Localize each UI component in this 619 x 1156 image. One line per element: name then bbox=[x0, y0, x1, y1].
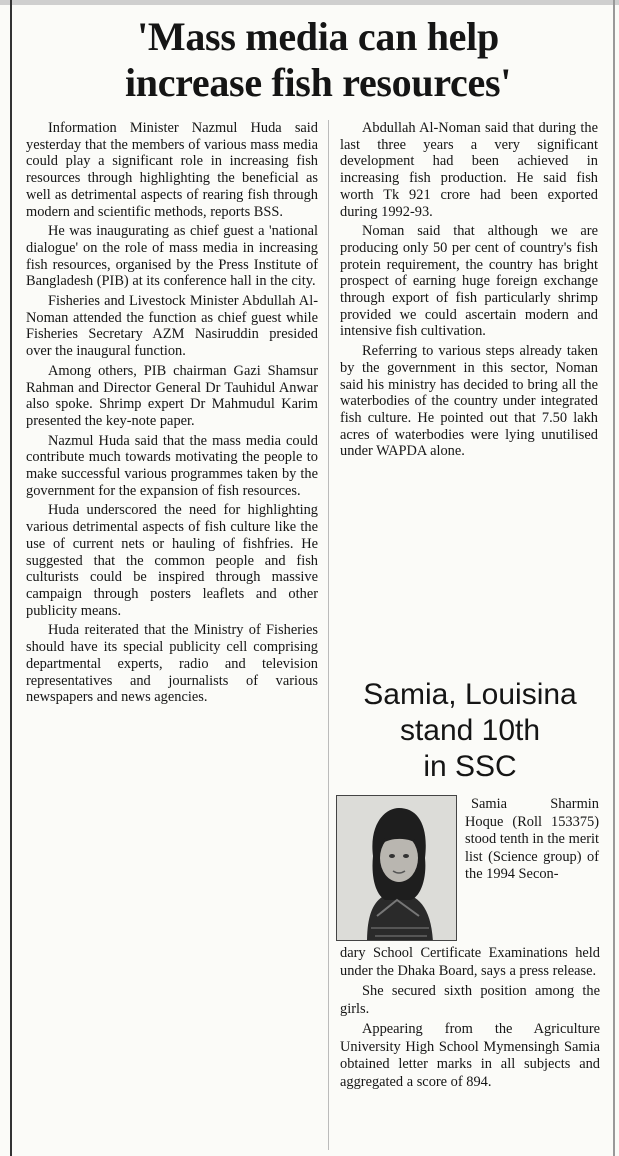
article-paragraph: Huda reiterated that the Ministry of Fisheries should have its special publicity cell comprising departmental experts, radio and television representatives and journalists of various newspapers and news agencies. bbox=[26, 622, 318, 706]
top-edge-rule bbox=[0, 0, 619, 5]
sidebar-paragraph: She secured sixth position among the girls. bbox=[340, 983, 600, 1017]
portrait-illustration bbox=[337, 796, 457, 941]
sidebar-text-below-photo bbox=[340, 945, 600, 1091]
main-headline bbox=[26, 14, 610, 106]
article-paragraph: Fisheries and Livestock Minister Abdullah Al-Noman attended the function as chief guest while Fisheries Secretary AZM Nasiruddin presided over the inaugural function. bbox=[26, 293, 318, 360]
article-left-column bbox=[26, 120, 318, 706]
sidebar-text-beside-photo bbox=[465, 796, 599, 884]
article-paragraph: Huda underscored the need for highlighting various detrimental aspects of fish culture like the use of current nets or hauling of fishfries. He suggested that the common people and fish culturists could be inspired through massive campaign through posters leaflets and other publicity means. bbox=[26, 502, 318, 619]
right-edge-rule bbox=[613, 0, 615, 1156]
sidebar-headline-line-3: in SSC bbox=[423, 750, 517, 783]
headline-line-1: 'Mass media can help bbox=[137, 14, 499, 59]
headline-line-2: increase fish resources' bbox=[124, 60, 512, 105]
sidebar-paragraph: Samia Sharmin Hoque (Roll 153375) stood tenth in the merit list (Science group) of the 1994 Secon- bbox=[465, 796, 599, 882]
column-divider bbox=[328, 120, 329, 1150]
article-paragraph: Nazmul Huda said that the mass media could contribute much towards motivating the people to make successful various programmes taken by the government for the expansion of fish resources. bbox=[26, 432, 318, 499]
sidebar-headline bbox=[328, 677, 612, 785]
sidebar-paragraph-continued: dary School Certificate Examinations held under the Dhaka Board, says a press release. bbox=[340, 945, 600, 979]
article-paragraph: Among others, PIB chairman Gazi Shamsur Rahman and Director General Dr Tauhidul Anwar also spoke. Shrimp expert Dr Mahmudul Karim presented the key-note paper. bbox=[26, 362, 318, 429]
article-paragraph: Referring to various steps already taken by the government in this sector, Noman said his ministry has decided to bring all the waterbodies of the country under integrated fish culture. He pointed out that 7.50 lakh acres of waterbodies were lying unutilised under WAPDA alone. bbox=[340, 343, 598, 460]
portrait-photo bbox=[336, 795, 457, 941]
sidebar-paragraph: Appearing from the Agriculture University High School Mymensingh Samia obtained letter marks in all subjects and aggregated a score of 894. bbox=[340, 1021, 600, 1090]
article-paragraph: Abdullah Al-Noman said that during the last three years a very significant development had been achieved in increasing fish production. He said fish worth Tk 921 crore had been exported during 1992-93. bbox=[340, 120, 598, 220]
sidebar-headline-line-1: Samia, Louisina bbox=[363, 678, 577, 711]
article-right-column bbox=[340, 120, 598, 460]
article-paragraph: He was inaugurating as chief guest a 'national dialogue' on the role of mass media in increasing fish resources, organised by the Press Institute of Bangladesh (PIB) at its conference hall in the city. bbox=[26, 223, 318, 290]
article-paragraph: Noman said that although we are producing only 50 per cent of country's fish protein requirement, the country has bright prospect of earning huge foreign exchange through export of fish particularly shrimp provided we could ascertain modern and intensive fish cultivation. bbox=[340, 223, 598, 340]
article-paragraph: Information Minister Nazmul Huda said yesterday that the members of various mass media could play a significant role in increasing fish resources through highlighting the beneficial as well as detrimental aspects of rearing fish through modern and scientific methods, reports BSS. bbox=[26, 120, 318, 220]
left-column-rule bbox=[10, 0, 12, 1156]
sidebar-headline-line-2: stand 10th bbox=[399, 714, 541, 747]
